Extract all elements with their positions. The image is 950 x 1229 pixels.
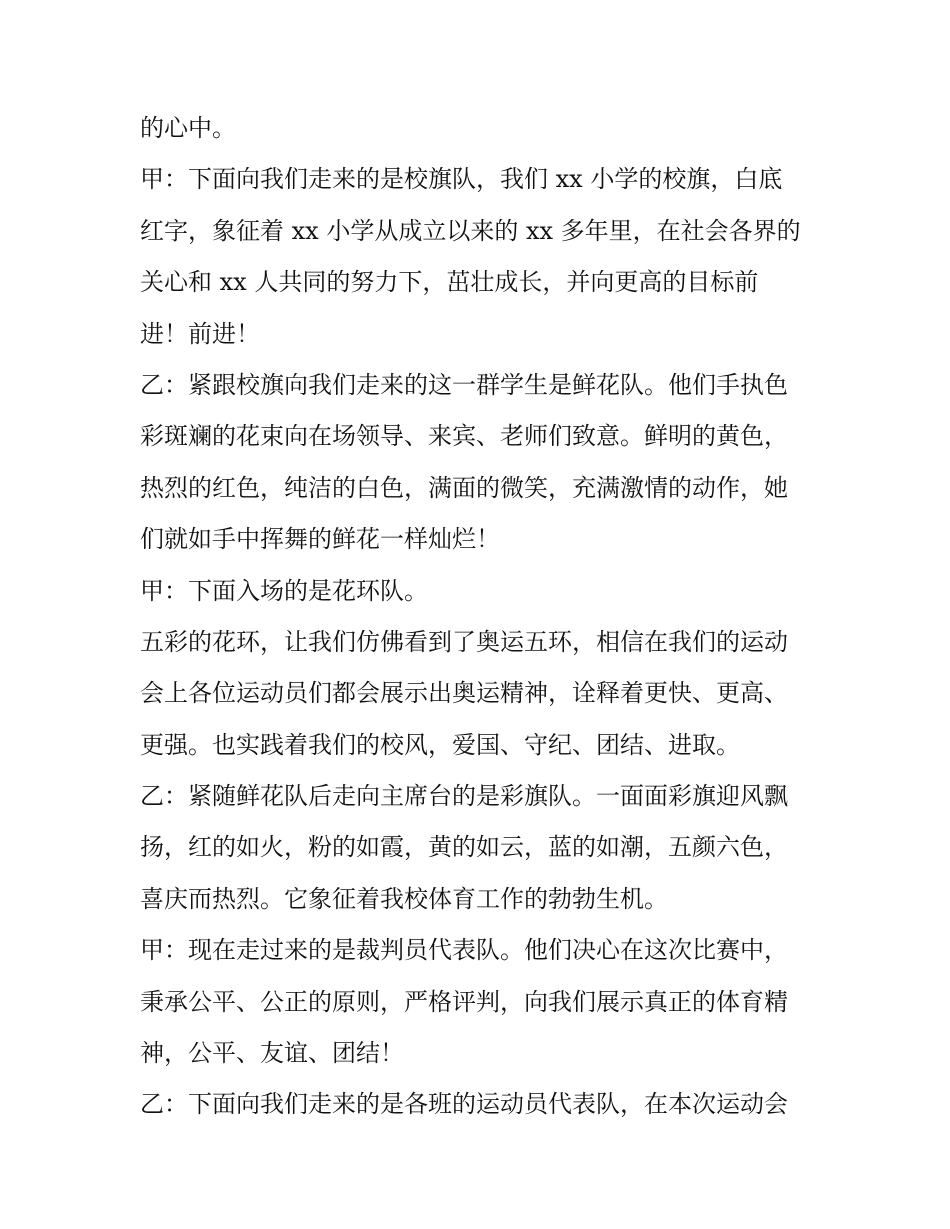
text-line: 们就如手中挥舞的鲜花一样灿烂！ (140, 525, 500, 554)
text-line: 彩斑斓的花束向在场领导、来宾、老师们致意。鲜明的黄色， (140, 422, 788, 451)
text-line: 秉承公平、公正的原则，严格评判，向我们展示真正的体育精 (140, 987, 788, 1016)
text-line: 更强。也实践着我们的校风，爱国、守纪、团结、进取。 (140, 730, 740, 759)
text-line: 热烈的红色，纯洁的白色，满面的微笑，充满激情的动作，她 (140, 473, 788, 502)
text-line: 乙：紧跟校旗向我们走来的这一群学生是鲜花队。他们手执色 (140, 370, 788, 399)
text-line: 甲：下面向我们走来的是校旗队，我们 xx 小学的校旗，白底 (140, 165, 783, 194)
document-body (140, 103, 820, 1131)
text-line: 扬，红的如火，粉的如霞，黄的如云，蓝的如潮，五颜六色， (140, 833, 788, 862)
text-line: 红字，象征着 xx 小学从成立以来的 xx 多年里，在社会各界的 (140, 216, 801, 245)
text-line: 的心中。 (140, 114, 236, 142)
text-line: 喜庆而热烈。它象征着我校体育工作的勃勃生机。 (140, 884, 668, 913)
text-line: 会上各位运动员们都会展示出奥运精神，诠释着更快、更高、 (140, 679, 788, 708)
text-line: 甲：现在走过来的是裁判员代表队。他们决心在这次比赛中， (140, 936, 788, 965)
text-line: 甲：下面入场的是花环队。 (140, 576, 428, 605)
text-line: 神，公平、友谊、团结！ (140, 1039, 404, 1068)
text-line: 进！前进！ (140, 319, 260, 348)
text-line: 乙：下面向我们走来的是各班的运动员代表队，在本次运动会 (140, 1090, 788, 1119)
text-line: 五彩的花环，让我们仿佛看到了奥运五环，相信在我们的运动 (140, 627, 788, 656)
text-line: 乙：紧随鲜花队后走向主席台的是彩旗队。一面面彩旗迎风飘 (140, 782, 788, 811)
text-line: 关心和 xx 人共同的努力下，茁壮成长，并向更高的目标前 (140, 268, 759, 297)
